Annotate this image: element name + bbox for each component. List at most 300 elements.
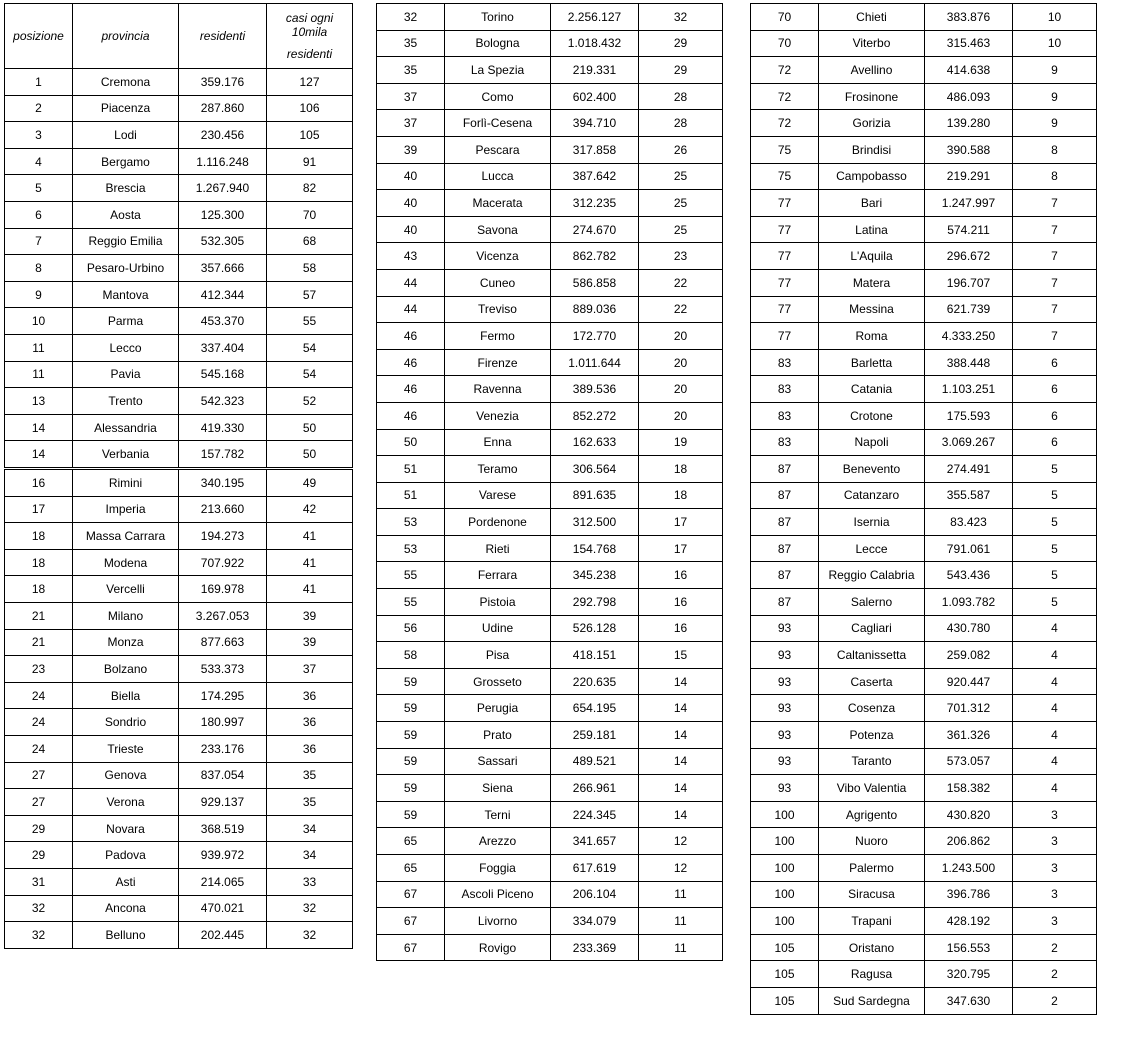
cell-posizione: 40 <box>377 216 445 243</box>
cell-casi: 5 <box>1013 509 1097 536</box>
cell-posizione: 105 <box>751 987 819 1014</box>
cell-casi: 14 <box>639 801 723 828</box>
cell-residenti: 486.093 <box>925 83 1013 110</box>
cell-posizione: 23 <box>5 656 73 683</box>
table-row <box>377 4 723 31</box>
table-row <box>377 509 723 536</box>
cell-posizione: 59 <box>377 722 445 749</box>
table-row <box>377 482 723 509</box>
cell-posizione: 51 <box>377 482 445 509</box>
cell-residenti: 320.795 <box>925 961 1013 988</box>
table-row <box>377 908 723 935</box>
ranking-table-4 <box>750 3 1097 1015</box>
cell-residenti: 83.423 <box>925 509 1013 536</box>
cell-residenti: 355.587 <box>925 482 1013 509</box>
cell-posizione: 29 <box>5 815 73 842</box>
cell-posizione: 77 <box>751 243 819 270</box>
cell-provincia: Savona <box>445 216 551 243</box>
table-row <box>377 722 723 749</box>
table-row <box>5 414 353 441</box>
cell-provincia: Barletta <box>819 349 925 376</box>
cell-residenti: 453.370 <box>179 308 267 335</box>
cell-provincia: Alessandria <box>73 414 179 441</box>
cell-residenti: 3.267.053 <box>179 602 267 629</box>
cell-casi: 54 <box>267 361 353 388</box>
cell-provincia: Salerno <box>819 589 925 616</box>
cell-provincia: Venezia <box>445 402 551 429</box>
cell-provincia: Bolzano <box>73 656 179 683</box>
table-4-body <box>751 4 1097 1015</box>
cell-provincia: Benevento <box>819 456 925 483</box>
cell-provincia: La Spezia <box>445 57 551 84</box>
table-row <box>751 376 1097 403</box>
cell-residenti: 389.536 <box>551 376 639 403</box>
cell-posizione: 93 <box>751 642 819 669</box>
ranking-table-1 <box>4 3 353 468</box>
cell-posizione: 3 <box>5 122 73 149</box>
cell-casi: 25 <box>639 190 723 217</box>
cell-provincia: Aosta <box>73 201 179 228</box>
cell-provincia: Chieti <box>819 4 925 31</box>
table-row <box>751 216 1097 243</box>
table-row <box>751 509 1097 536</box>
cell-residenti: 175.593 <box>925 402 1013 429</box>
cell-residenti: 1.243.500 <box>925 855 1013 882</box>
cell-residenti: 154.768 <box>551 535 639 562</box>
cell-residenti: 224.345 <box>551 801 639 828</box>
cell-residenti: 418.151 <box>551 642 639 669</box>
cell-posizione: 16 <box>5 470 73 497</box>
table-row <box>751 136 1097 163</box>
table-row <box>5 602 353 629</box>
cell-provincia: Crotone <box>819 402 925 429</box>
cell-posizione: 27 <box>5 789 73 816</box>
cell-provincia: Reggio Emilia <box>73 228 179 255</box>
cell-posizione: 53 <box>377 509 445 536</box>
cell-provincia: Caserta <box>819 668 925 695</box>
cell-casi: 5 <box>1013 589 1097 616</box>
cell-provincia: Fermo <box>445 323 551 350</box>
cell-residenti: 654.195 <box>551 695 639 722</box>
cell-provincia: Agrigento <box>819 801 925 828</box>
cell-posizione: 100 <box>751 828 819 855</box>
cell-posizione: 2 <box>5 95 73 122</box>
cell-provincia: Cremona <box>73 69 179 96</box>
table-row <box>751 801 1097 828</box>
cell-provincia: Bari <box>819 190 925 217</box>
cell-provincia: Frosinone <box>819 83 925 110</box>
cell-residenti: 206.104 <box>551 881 639 908</box>
cell-casi: 36 <box>267 709 353 736</box>
table-1-body <box>5 69 353 468</box>
cell-posizione: 18 <box>5 576 73 603</box>
cell-posizione: 59 <box>377 668 445 695</box>
cell-residenti: 4.333.250 <box>925 323 1013 350</box>
cell-posizione: 18 <box>5 549 73 576</box>
cell-residenti: 430.780 <box>925 615 1013 642</box>
table-row <box>377 562 723 589</box>
cell-casi: 42 <box>267 496 353 523</box>
cell-posizione: 72 <box>751 110 819 137</box>
table-row <box>377 402 723 429</box>
table-row <box>751 110 1097 137</box>
cell-posizione: 55 <box>377 589 445 616</box>
cell-provincia: Napoli <box>819 429 925 456</box>
cell-residenti: 219.291 <box>925 163 1013 190</box>
cell-residenti: 388.448 <box>925 349 1013 376</box>
cell-residenti: 419.330 <box>179 414 267 441</box>
cell-casi: 34 <box>267 815 353 842</box>
cell-provincia: Cosenza <box>819 695 925 722</box>
cell-casi: 9 <box>1013 110 1097 137</box>
cell-casi: 15 <box>639 642 723 669</box>
cell-residenti: 125.300 <box>179 201 267 228</box>
cell-casi: 41 <box>267 576 353 603</box>
cell-provincia: Parma <box>73 308 179 335</box>
cell-residenti: 357.666 <box>179 255 267 282</box>
cell-casi: 3 <box>1013 828 1097 855</box>
table-row <box>5 762 353 789</box>
cell-casi: 50 <box>267 441 353 468</box>
cell-posizione: 40 <box>377 163 445 190</box>
cell-casi: 23 <box>639 243 723 270</box>
cell-casi: 6 <box>1013 349 1097 376</box>
cell-residenti: 430.820 <box>925 801 1013 828</box>
cell-provincia: Taranto <box>819 748 925 775</box>
table-row <box>5 69 353 96</box>
cell-residenti: 542.323 <box>179 388 267 415</box>
cell-casi: 127 <box>267 69 353 96</box>
cell-casi: 82 <box>267 175 353 202</box>
cell-provincia: Campobasso <box>819 163 925 190</box>
cell-posizione: 83 <box>751 402 819 429</box>
cell-casi: 20 <box>639 376 723 403</box>
cell-provincia: Trento <box>73 388 179 415</box>
cell-provincia: Roma <box>819 323 925 350</box>
table-row <box>751 190 1097 217</box>
cell-posizione: 59 <box>377 695 445 722</box>
cell-casi: 10 <box>1013 30 1097 57</box>
cell-casi: 6 <box>1013 376 1097 403</box>
cell-residenti: 2.256.127 <box>551 4 639 31</box>
cell-posizione: 59 <box>377 801 445 828</box>
cell-posizione: 77 <box>751 323 819 350</box>
table-row <box>377 615 723 642</box>
header-casi-line1: casi ogni 10mila <box>285 11 334 39</box>
table-row <box>751 349 1097 376</box>
cell-casi: 50 <box>267 414 353 441</box>
cell-posizione: 8 <box>5 255 73 282</box>
cell-provincia: Nuoro <box>819 828 925 855</box>
cell-posizione: 100 <box>751 908 819 935</box>
cell-provincia: Varese <box>445 482 551 509</box>
cell-casi: 70 <box>267 201 353 228</box>
cell-residenti: 162.633 <box>551 429 639 456</box>
table-row <box>5 815 353 842</box>
cell-casi: 14 <box>639 748 723 775</box>
cell-residenti: 169.978 <box>179 576 267 603</box>
table-row <box>751 456 1097 483</box>
cell-residenti: 158.382 <box>925 775 1013 802</box>
cell-casi: 2 <box>1013 934 1097 961</box>
cell-residenti: 259.082 <box>925 642 1013 669</box>
cell-residenti: 274.670 <box>551 216 639 243</box>
table-row <box>751 961 1097 988</box>
cell-provincia: Monza <box>73 629 179 656</box>
cell-provincia: Trapani <box>819 908 925 935</box>
cell-casi: 3 <box>1013 881 1097 908</box>
cell-provincia: Lucca <box>445 163 551 190</box>
cell-casi: 4 <box>1013 668 1097 695</box>
cell-provincia: L'Aquila <box>819 243 925 270</box>
cell-posizione: 21 <box>5 629 73 656</box>
cell-residenti: 334.079 <box>551 908 639 935</box>
cell-residenti: 174.295 <box>179 682 267 709</box>
cell-casi: 7 <box>1013 243 1097 270</box>
cell-casi: 7 <box>1013 323 1097 350</box>
cell-provincia: Pordenone <box>445 509 551 536</box>
cell-provincia: Pescara <box>445 136 551 163</box>
cell-posizione: 59 <box>377 748 445 775</box>
cell-provincia: Macerata <box>445 190 551 217</box>
cell-provincia: Prato <box>445 722 551 749</box>
cell-residenti: 586.858 <box>551 269 639 296</box>
cell-provincia: Ravenna <box>445 376 551 403</box>
cell-residenti: 414.638 <box>925 57 1013 84</box>
cell-casi: 91 <box>267 148 353 175</box>
table-row <box>377 748 723 775</box>
cell-posizione: 59 <box>377 775 445 802</box>
table-row <box>377 429 723 456</box>
cell-posizione: 65 <box>377 855 445 882</box>
cell-casi: 7 <box>1013 269 1097 296</box>
cell-residenti: 340.195 <box>179 470 267 497</box>
cell-provincia: Oristano <box>819 934 925 961</box>
cell-residenti: 180.997 <box>179 709 267 736</box>
cell-residenti: 368.519 <box>179 815 267 842</box>
table-row <box>377 216 723 243</box>
cell-provincia: Bologna <box>445 30 551 57</box>
cell-casi: 58 <box>267 255 353 282</box>
cell-posizione: 7 <box>5 228 73 255</box>
table-row <box>5 441 353 468</box>
cell-provincia: Padova <box>73 842 179 869</box>
cell-casi: 29 <box>639 30 723 57</box>
table-row <box>5 868 353 895</box>
cell-posizione: 6 <box>5 201 73 228</box>
cell-casi: 4 <box>1013 722 1097 749</box>
table-row <box>751 296 1097 323</box>
cell-casi: 25 <box>639 163 723 190</box>
cell-casi: 11 <box>639 908 723 935</box>
cell-provincia: Vibo Valentia <box>819 775 925 802</box>
cell-posizione: 100 <box>751 881 819 908</box>
cell-residenti: 233.369 <box>551 934 639 961</box>
table-row <box>751 4 1097 31</box>
cell-residenti: 383.876 <box>925 4 1013 31</box>
table-row <box>751 775 1097 802</box>
cell-casi: 18 <box>639 482 723 509</box>
table-row <box>377 881 723 908</box>
table-row <box>751 323 1097 350</box>
cell-provincia: Latina <box>819 216 925 243</box>
cell-provincia: Siracusa <box>819 881 925 908</box>
cell-posizione: 11 <box>5 334 73 361</box>
table-row <box>377 695 723 722</box>
table-row <box>5 228 353 255</box>
cell-provincia: Pistoia <box>445 589 551 616</box>
cell-provincia: Ferrara <box>445 562 551 589</box>
cell-residenti: 296.672 <box>925 243 1013 270</box>
table-row <box>377 934 723 961</box>
cell-casi: 4 <box>1013 615 1097 642</box>
cell-casi: 7 <box>1013 216 1097 243</box>
cell-residenti: 701.312 <box>925 695 1013 722</box>
cell-posizione: 93 <box>751 775 819 802</box>
cell-casi: 34 <box>267 842 353 869</box>
cell-posizione: 83 <box>751 376 819 403</box>
cell-posizione: 70 <box>751 30 819 57</box>
cell-provincia: Asti <box>73 868 179 895</box>
cell-posizione: 11 <box>5 361 73 388</box>
cell-provincia: Vicenza <box>445 243 551 270</box>
cell-casi: 32 <box>639 4 723 31</box>
table-row <box>377 243 723 270</box>
cell-posizione: 93 <box>751 748 819 775</box>
cell-residenti: 202.445 <box>179 922 267 949</box>
cell-provincia: Treviso <box>445 296 551 323</box>
cell-casi: 18 <box>639 456 723 483</box>
cell-posizione: 35 <box>377 30 445 57</box>
table-row <box>751 429 1097 456</box>
cell-casi: 39 <box>267 629 353 656</box>
cell-residenti: 526.128 <box>551 615 639 642</box>
cell-provincia: Ascoli Piceno <box>445 881 551 908</box>
table-row <box>5 334 353 361</box>
cell-residenti: 394.710 <box>551 110 639 137</box>
cell-residenti: 602.400 <box>551 83 639 110</box>
cell-casi: 12 <box>639 828 723 855</box>
cell-posizione: 93 <box>751 695 819 722</box>
cell-residenti: 387.642 <box>551 163 639 190</box>
cell-posizione: 77 <box>751 216 819 243</box>
cell-residenti: 194.273 <box>179 523 267 550</box>
cell-provincia: Firenze <box>445 349 551 376</box>
cell-residenti: 292.798 <box>551 589 639 616</box>
cell-posizione: 31 <box>5 868 73 895</box>
cell-casi: 25 <box>639 216 723 243</box>
cell-casi: 37 <box>267 656 353 683</box>
cell-residenti: 312.500 <box>551 509 639 536</box>
table-row <box>5 629 353 656</box>
table-row <box>751 163 1097 190</box>
table-row <box>751 589 1097 616</box>
cell-casi: 22 <box>639 269 723 296</box>
cell-residenti: 274.491 <box>925 456 1013 483</box>
table-row <box>751 482 1097 509</box>
table-row <box>5 656 353 683</box>
cell-posizione: 93 <box>751 722 819 749</box>
cell-residenti: 396.786 <box>925 881 1013 908</box>
cell-posizione: 37 <box>377 83 445 110</box>
table-row <box>751 83 1097 110</box>
cell-casi: 2 <box>1013 987 1097 1014</box>
cell-casi: 7 <box>1013 190 1097 217</box>
header-residenti: residenti <box>179 4 267 69</box>
cell-posizione: 24 <box>5 682 73 709</box>
table-row <box>377 801 723 828</box>
cell-posizione: 51 <box>377 456 445 483</box>
cell-provincia: Genova <box>73 762 179 789</box>
cell-provincia: Catania <box>819 376 925 403</box>
cell-casi: 41 <box>267 549 353 576</box>
cell-casi: 52 <box>267 388 353 415</box>
cell-provincia: Pesaro-Urbino <box>73 255 179 282</box>
table-row <box>751 30 1097 57</box>
cell-residenti: 1.011.644 <box>551 349 639 376</box>
cell-casi: 39 <box>267 602 353 629</box>
cell-posizione: 5 <box>5 175 73 202</box>
cell-casi: 14 <box>639 668 723 695</box>
cell-residenti: 156.553 <box>925 934 1013 961</box>
table-row <box>5 470 353 497</box>
cell-residenti: 1.267.940 <box>179 175 267 202</box>
cell-provincia: Milano <box>73 602 179 629</box>
cell-provincia: Reggio Calabria <box>819 562 925 589</box>
cell-posizione: 27 <box>5 762 73 789</box>
cell-provincia: Avellino <box>819 57 925 84</box>
table-row <box>5 148 353 175</box>
cell-posizione: 32 <box>5 895 73 922</box>
cell-posizione: 77 <box>751 190 819 217</box>
table-row <box>751 881 1097 908</box>
table-row <box>377 296 723 323</box>
cell-posizione: 93 <box>751 615 819 642</box>
cell-casi: 26 <box>639 136 723 163</box>
cell-residenti: 1.103.251 <box>925 376 1013 403</box>
table-row <box>5 281 353 308</box>
cell-provincia: Verbania <box>73 441 179 468</box>
cell-provincia: Belluno <box>73 922 179 949</box>
cell-casi: 33 <box>267 868 353 895</box>
cell-posizione: 18 <box>5 523 73 550</box>
cell-provincia: Novara <box>73 815 179 842</box>
cell-casi: 36 <box>267 735 353 762</box>
cell-provincia: Forlì-Cesena <box>445 110 551 137</box>
cell-posizione: 67 <box>377 934 445 961</box>
cell-casi: 10 <box>1013 4 1097 31</box>
cell-casi: 3 <box>1013 908 1097 935</box>
cell-residenti: 621.739 <box>925 296 1013 323</box>
table-row <box>751 642 1097 669</box>
table-row <box>5 95 353 122</box>
table-row <box>751 748 1097 775</box>
cell-casi: 17 <box>639 509 723 536</box>
cell-posizione: 87 <box>751 535 819 562</box>
cell-casi: 35 <box>267 789 353 816</box>
cell-posizione: 29 <box>5 842 73 869</box>
table-row <box>5 496 353 523</box>
cell-posizione: 87 <box>751 456 819 483</box>
cell-provincia: Cagliari <box>819 615 925 642</box>
ranking-table-3 <box>376 3 723 961</box>
cell-casi: 14 <box>639 775 723 802</box>
table-row <box>377 642 723 669</box>
cell-residenti: 837.054 <box>179 762 267 789</box>
table-row <box>751 57 1097 84</box>
header-provincia: provincia <box>73 4 179 69</box>
cell-casi: 28 <box>639 110 723 137</box>
